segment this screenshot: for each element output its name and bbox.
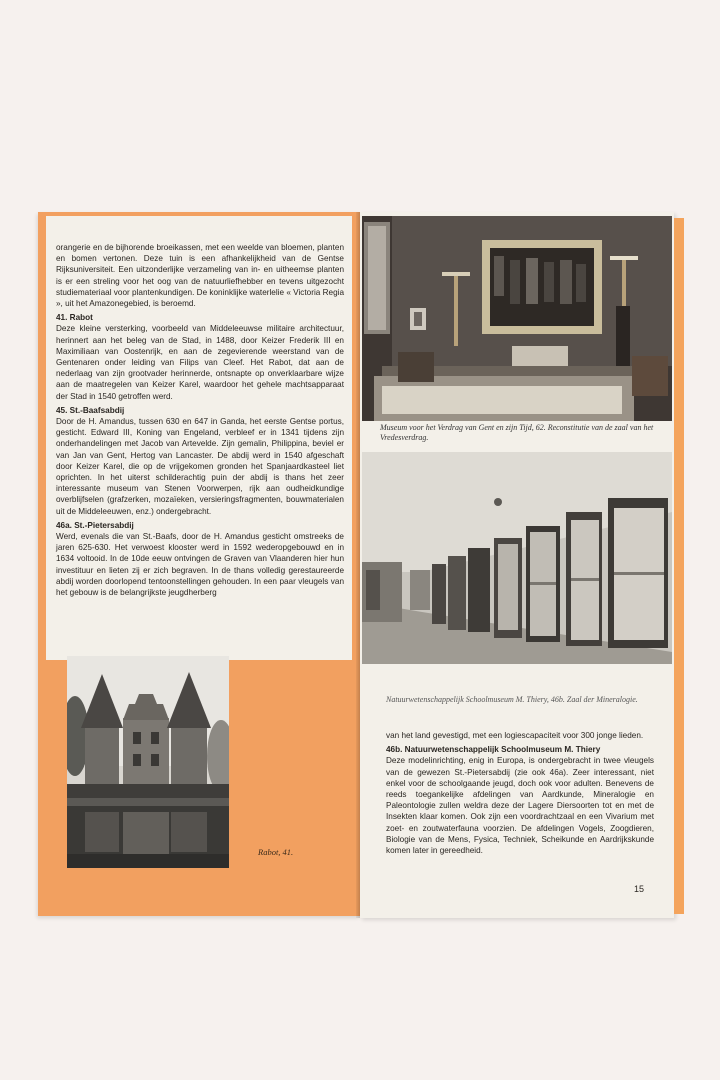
rabot-photo-caption: Rabot, 41. <box>258 847 294 857</box>
left-text-panel <box>46 216 352 660</box>
section-heading-st-pietersabdij: 46a. St.-Pietersabdij <box>56 520 134 530</box>
section-heading-schoolmuseum: 46b. Natuurwetenschappelijk Schoolmuseum M. Thiery <box>386 745 601 755</box>
museum-photo-caption: Museum voor het Verdrag van Gent en zijn Tijd, 62. Reconstitutie van de zaal van het Vredesverdrag. <box>380 423 654 442</box>
right-page <box>360 212 674 918</box>
section-heading-st-baafsabdij: 45. St.-Baafsabdij <box>56 405 125 415</box>
museum-room-photo <box>362 216 672 421</box>
open-booklet <box>38 212 686 918</box>
left-page <box>38 212 360 916</box>
intro-paragraph: orangerie en de bijhorende broeikassen, met een weelde van bloemen, planten en bomen vertonen. Deze tuin is een afhankelijkheid van de Gentse Rijksuniversiteit. Een uitzonderlijke verzameling van in- en uitheemse planten is er een streling voor het oog van de natuurliefhebber en tevens uitgezocht studiemateriaal voor plantenkundigen. De koninklijke waterlelie « Victoria Regia », uit het Amazonegebied, is beroemd. <box>56 243 344 309</box>
section-text-rabot: Deze kleine versterking, voorbeeld van Middeleeuwse militaire architectuur, herinnert aan het beleg van de Stad, in 1488, door Keizer Frederik III en Maximiliaan van Oostenrijk, en aan de zegevierende weerstand van de Gentenaren onder leiding van Filips van Cleef. Het Rabot, dat aan de nederlaag van zijn grootvader herinnerde, ontsnapte op onverklaarbare wijze aan de maatregelen van Keizer Karel, waardoor het gehele machtsapparaat der Stad in 1540 getroffen werd. <box>56 324 344 401</box>
rabot-photo <box>67 656 229 868</box>
page-number: 15 <box>634 884 645 894</box>
museum-hall-photo <box>362 452 672 664</box>
section-text-st-pietersabdij: Werd, evenals die van St.-Baafs, door de H. Amandus gesticht omstreeks de jaren 625-630. Het verwoest klooster werd in 1592 wederopgebouwd en in 1634 voltooid. In de 10de eeuw ontvingen de Graven van Vlaanderen hier hun investituur en lieten zij er zich begraven. In de thans volledig gerestaureerde abdij worden doorlopend tentoonstellingen gehouden. In een paar vleugels van het gebouw is de belangrijkste jeugdherberg <box>56 532 344 598</box>
hall-photo-caption: Natuurwetenschappelijk Schoolmuseum M. Thiery, 46b. Zaal der Mineralogie. <box>386 695 638 704</box>
page-edge <box>674 218 684 914</box>
section-text-st-baafsabdij: Door de H. Amandus, tussen 630 en 647 in Ganda, het eerste Gentse portus, gesticht. Edward III, Koning van Engeland, verbleef er in 1341 tijdens zijn onderhandelingen met Jacob van Artevelde. Zijn gemalin, Philippina, beviel er van Jan van Gent, Hertog van Lancaster. De abdij werd in 1540 afgeschaft door Keizer Karel, die op de vrijgekomen gronden het Spanjaardkasteel liet oprichten. In het uiterst schilderachtig puin der abdij is thans het zeer interessante museum van Stenen Voorwerpen, rijk aan oudheidkundige overblijfselen (grafzerken, mozaïeken, versieringsfragmenten, bouwmaterialen uit de Middeleeuwen, enz.) ondergebracht. <box>56 417 344 516</box>
continuation-text: van het land gevestigd, met een logiescapaciteit voor 300 jonge lieden. <box>386 731 644 740</box>
section-heading-rabot: 41. Rabot <box>56 313 93 323</box>
section-text-schoolmuseum: Deze modelinrichting, enig in Europa, is ondergebracht in twee vleugels van de gewezen St.-Pietersabdij (zie ook 46a). Zeer interessant, niet enkel voor de schoolgaande jeugd, doch ook voor adulten. Benevens de reeds toegankelijke afdelingen van Aardkunde, Mineralogie en Paleontologie zullen weldra deze der Lagere Diersoorten tot en met de Insekten klaar komen. Ook zijn een voordrachtzaal en een Vivarium met zoet- en zoutwaterfauna voorzien. De afdelingen Vogels, Zoogdieren, Biologie van de Mens, Fysica, Techniek, Scheikunde en Aardrijkskunde komen later in gereedheid. <box>386 756 654 856</box>
right-text-block <box>386 730 654 856</box>
